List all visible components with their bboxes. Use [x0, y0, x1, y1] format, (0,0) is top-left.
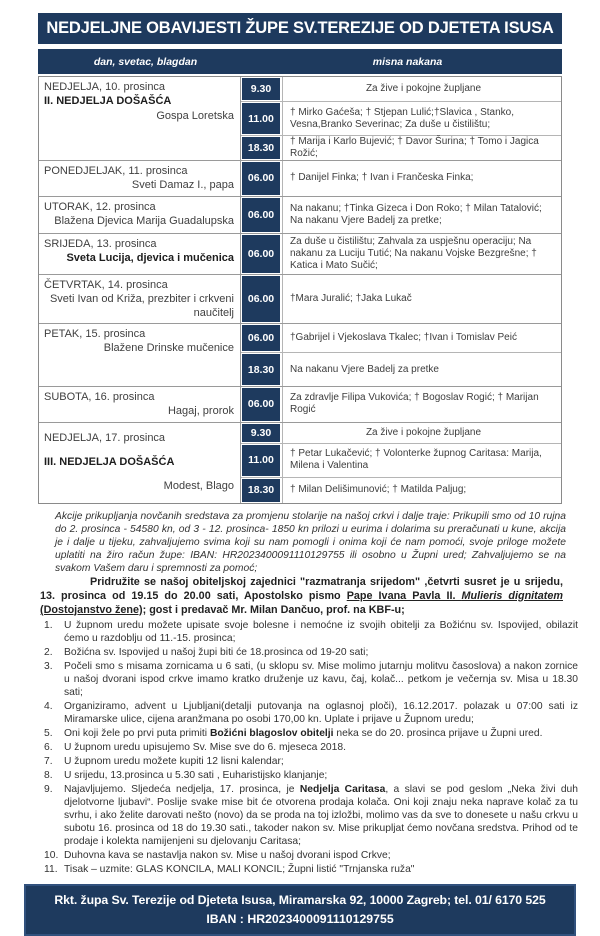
mass-row: [241, 324, 561, 352]
mass-time: 18.30: [242, 137, 280, 159]
mass-row: [241, 77, 561, 101]
mass-time: 18.30: [242, 479, 280, 502]
day-line: UTORAK, 12. prosinca: [44, 200, 156, 213]
mass-row: [241, 135, 561, 160]
mass-intention: †Gabrijel i Vjekoslava Tkalec; †Ivan i Tomislav Peić: [282, 324, 561, 352]
mass-time: 06.00: [242, 325, 280, 351]
mass-intention: Za duše u čistilištu; Zahvala za uspješnu operaciju; Na nakanu za Luciju Tutić; Na nakanu Vojske Bezgrešne; † Katica i Mato Sučić;: [282, 234, 561, 274]
day-line: Blažene Drinske mučenice: [103, 342, 234, 355]
mass-intention: Za žive i pokojne župljane: [282, 423, 561, 443]
announcement-item: Počeli smo s misama zornicama u 6 sati, (u sklopu sv. Mise molimo jutarnju molitvu časoslova) a nakon zornice u našoj dvorani ispod crkve imamo kratko druženje uz kavu, čaj, kolač... petkom je večernja sv. Misa u 18.30 sati;: [64, 661, 578, 699]
announcement-item: Oni koji žele po prvi puta primiti Božićni blagoslov obitelji neka se do 20. prosinca prijave u Župni ured.: [64, 728, 543, 740]
day-line: PONEDJELJAK, 11. prosinca: [44, 165, 188, 177]
mass-row: [241, 275, 561, 323]
announcements-list: [0, 620, 600, 876]
announcement-item: Božićna sv. Ispovijed u našoj župi biti će 18.prosinca od 19-20 sati;: [64, 647, 369, 659]
schedule-row: [39, 233, 561, 274]
table-column-headers: [38, 49, 562, 74]
schedule-row: [39, 77, 561, 160]
day-line: Hagaj, prorok: [167, 405, 234, 418]
col-header-intention: misna nakana: [372, 55, 443, 68]
mass-row: [241, 234, 561, 274]
meeting-notice-doc-author: Pape Ivana Pavla II.: [346, 589, 462, 602]
mass-intention: Za zdravlje Filipa Vukovića; † Bogoslav Rogić; † Marijan Rogić: [282, 387, 561, 422]
mass-rows: [240, 234, 561, 274]
mass-intention: †Mara Juralić; †Jaka Lukač: [282, 275, 561, 323]
meeting-notice-doc-subtitle: (Dostojanstvo žene): [40, 603, 143, 616]
mass-time: 11.00: [242, 103, 280, 134]
day-line: Gospa Loretska: [156, 109, 234, 122]
day-line: NEDJELJA, 10. prosinca: [44, 81, 166, 93]
mass-intention: Na nakanu; †Tinka Gizeca i Don Roko; † Milan Tatalović; Na nakanu Vjere Badelj za pretke;: [282, 197, 561, 233]
schedule-row: [39, 386, 561, 422]
mass-row: [241, 387, 561, 422]
mass-intention: † Mirko Gaćeša; † Stjepan Lulić;†Slavica , Stanko, Vesna,Branko Severinac; Za duše u čistilištu;: [282, 102, 561, 135]
mass-time: 06.00: [242, 276, 280, 322]
day-line: ČETVRTAK, 14. prosinca: [44, 278, 168, 291]
day-cell: [39, 423, 240, 503]
schedule-row: [39, 160, 561, 196]
mass-time: 06.00: [242, 235, 280, 273]
mass-time: 9.30: [242, 78, 280, 100]
mass-row: [241, 477, 561, 503]
announcement-item: U župnom uredu možete upisate svoje bolesne i nemoćne iz svojih obitelji za Božićnu sv. Ispovijed, obilazit ćemo u razdoblju od 11.-15. prosinca;: [64, 620, 578, 645]
announcement-item: Duhovna kava se nastavlja nakon sv. Mise u našoj dvorani ispod Crkve;: [64, 849, 391, 861]
mass-intention: Na nakanu Vjere Badelj za pretke: [282, 353, 561, 386]
mass-time: 9.30: [242, 424, 280, 442]
mass-row: [241, 352, 561, 386]
mass-schedule-table: [38, 76, 562, 504]
mass-intention: † Petar Lukačević; † Volonterke župnog Caritasa: Marija, Milena i Valentina: [282, 444, 561, 477]
day-line: II. NEDJELJA DOŠAŠĆA: [44, 95, 172, 108]
announcement-item: U župnom uredu možete kupiti 12 lisni kalendar;: [64, 755, 284, 767]
mass-time: 11.00: [242, 445, 280, 476]
day-cell: [39, 234, 240, 274]
mass-rows: [240, 324, 561, 386]
announcement-item: Tisak – uzmite: GLAS KONCILA, MALI KONCIL; Župni listić "Trnjanska ruža": [64, 863, 415, 875]
mass-intention: † Marija i Karlo Bujević; † Davor Šurina; † Tomo i Jagica Rožić;: [282, 136, 561, 160]
mass-rows: [240, 275, 561, 323]
fundraising-notice: Akcije prikupljanja novčanih sredstava za promjenu stolarije na našoj crkvi i dalje traje: Prikupili smo od 10 rujna do 2. prosinca - 54580 kn, od 3 - 12. prosinca- 1850 kn prilozi u eurima i dolarima su preračunati u kune, akcija je i dalje u tijeku, zahvaljujemo svima koji su nam pomogli i onima koji će nam pomoći, svoje priloge možete uplatiti na žiro račun župe: IBAN: HR2023400091110129755 ili osobno u Župni ured; Zahvaljujemo se na svakom Vašem daru i spremnosti za pomoć;: [55, 510, 566, 575]
page-title: NEDJELJNE OBAVIJESTI ŽUPE SV.TEREZIJE OD DJETETA ISUSA: [38, 13, 562, 44]
announcement-item: Najavljujemo. Sljedeća nedjelja, 17. prosinca, je Nedjelja Caritasa, a slavi se pod geslom „Neka živi duh djelotvorne ljubavi“. Poslije svake mise bit će otvorena prodaja kolača. Oni koji znaju neka naprave kolač za tu svrhu, i ako želite darovati nešto (novo) da se proda na toj izložbi, molimo vas da sve to donesete u našu crkvu u subotu 16. prosinca od 18 do 19.30 sati., takoder nakon sv. Mise prikupljat ćemo novčana sredstva. Prihod od te prodaje i kolekta namijenjeni su djelovanju Caritasa;: [64, 783, 579, 847]
day-line: Sveta Lucija, djevica i mučenica: [66, 252, 234, 265]
mass-rows: [240, 161, 561, 196]
announcement-item: U srijedu, 13.prosinca u 5.30 sati , Euharistijsko klanjanje;: [64, 769, 328, 781]
day-line: PETAK, 15. prosinca: [44, 328, 146, 341]
schedule-row: [39, 196, 561, 233]
day-line: Blažena Djevica Marija Guadalupska: [54, 215, 234, 228]
day-line: NEDJELJA, 17. prosinca: [44, 431, 166, 444]
day-line: SUBOTA, 16. prosinca: [44, 391, 155, 404]
announcement-item: Organiziramo, advent u Ljubljani(detalji putovanja na oglasnoj ploči), 16.12.2017. polazak u 07:00 sati iz Miramarske ulice, cijena aranžmana po osobi 170,00 kn. Uplate i prijave u Župnom uredu;: [64, 701, 578, 726]
day-cell: [39, 324, 240, 386]
mass-row: [241, 423, 561, 443]
footer-iban: IBAN : HR2023400091110129755: [206, 911, 394, 926]
footer-address: Rkt. župa Sv. Terezije od Djeteta Isusa, Miramarska 92, 10000 Zagreb; tel. 01/ 6170 525: [54, 892, 546, 907]
mass-time: 06.00: [242, 162, 280, 195]
mass-time: 06.00: [242, 388, 280, 421]
mass-intention: † Danijel Finka; † Ivan i Frančeska Finka;: [282, 161, 561, 196]
mass-rows: [240, 197, 561, 233]
schedule-row: [39, 274, 561, 323]
meeting-notice: [40, 576, 563, 617]
meeting-notice-text: Pridružite se našoj obiteljskoj zajednici "razmatranja srijedom" ,četvrti susret je u srijedu, 13. prosinca od 19.15 do 20.00 sati, Apostolsko pismo: [40, 576, 563, 602]
day-line: Sveti Ivan od Križa, prezbiter i crkveni naučitelj: [49, 293, 234, 319]
mass-intention: Za žive i pokojne župljane: [282, 77, 561, 101]
day-line: III. NEDJELJA DOŠAŠĆA: [44, 456, 175, 469]
schedule-row: [39, 323, 561, 386]
mass-rows: [240, 387, 561, 422]
announcement-item: U župnom uredu upisujemo Sv. Mise sve do 6. mjeseca 2018.: [64, 741, 346, 753]
meeting-notice-tail: ; gost i predavač Mr. Milan Dančuo, prof. na KBF-u;: [142, 603, 405, 616]
mass-intention: † Milan Delišimunović; † Matilda Paljug;: [282, 478, 561, 503]
mass-time: 06.00: [242, 198, 280, 232]
day-cell: [39, 161, 240, 196]
mass-row: [241, 197, 561, 233]
mass-rows: [240, 423, 561, 503]
schedule-row: [39, 422, 561, 503]
day-cell: [39, 387, 240, 422]
day-cell: [39, 197, 240, 233]
day-line: SRIJEDA, 13. prosinca: [44, 237, 157, 250]
meeting-notice-doc-title: Mulieris dignitatem: [461, 589, 563, 602]
day-cell: [39, 77, 240, 160]
day-line: Sveti Damaz I., papa: [131, 179, 234, 192]
col-header-day: dan, svetac, blagdan: [93, 55, 198, 68]
day-cell: [39, 275, 240, 323]
mass-rows: [240, 77, 561, 160]
mass-time: 18.30: [242, 354, 280, 385]
mass-row: [241, 443, 561, 477]
day-line: Modest, Blago: [163, 480, 234, 493]
footer-bar: [24, 884, 576, 936]
mass-row: [241, 101, 561, 135]
mass-row: [241, 161, 561, 196]
